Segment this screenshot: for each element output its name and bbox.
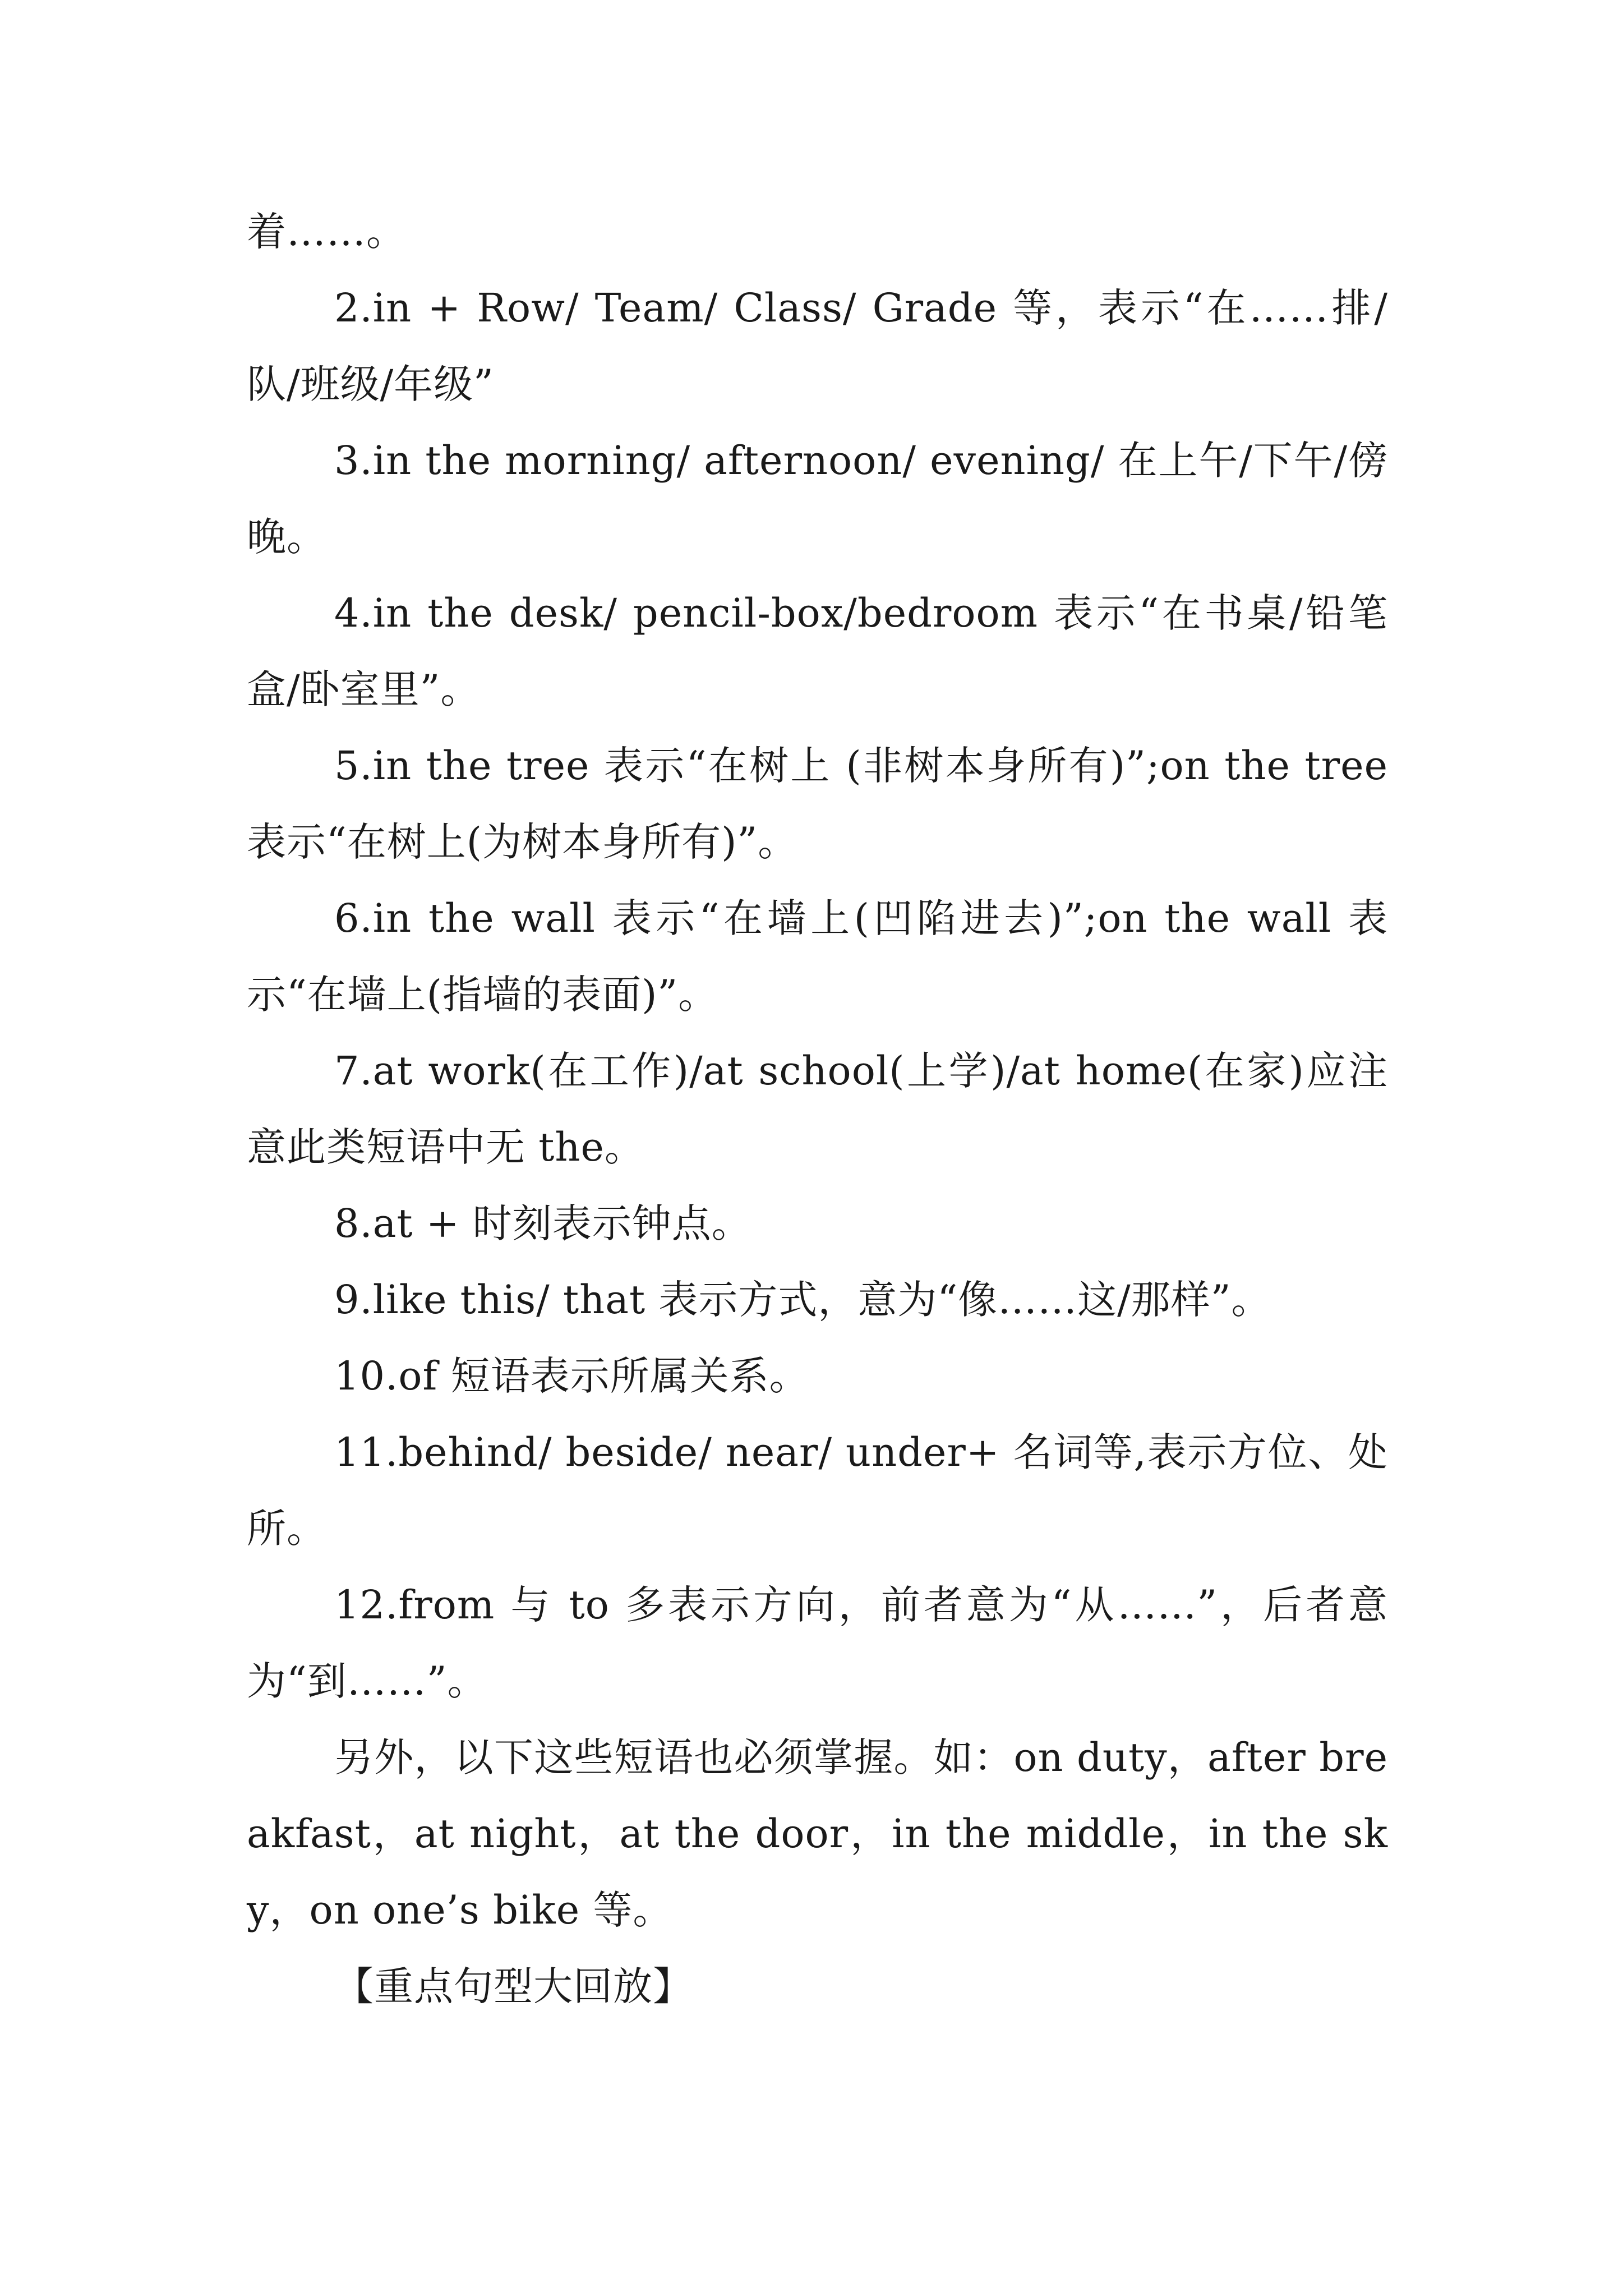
paragraph-item-6: 6.in the wall 表示“在墙上(凹陷进去)”;on the wall 表示“在墙上(指墙的表面)”。 xyxy=(247,895,1388,1018)
paragraph-item-10: 10.of 短语表示所属关系。 xyxy=(334,1353,809,1399)
paragraph-item-2: 2.in + Row/ Team/ Class/ Grade 等，表示“在……排/队/班级/年级” xyxy=(247,285,1388,407)
paragraph-additional-phrases: 另外，以下这些短语也必须掌握。如：on duty，after breakfast，at night，at the door，in the middle，in the sky，on one’s bike 等。 xyxy=(247,1734,1388,1933)
document-body xyxy=(247,194,1388,2024)
paragraph-item-5: 5.in the tree 表示“在树上 (非树本身所有)”;on the tree 表示“在树上(为树本身所有)”。 xyxy=(247,743,1388,865)
paragraph-item-7: 7.at work(在工作)/at school(上学)/at home(在家)应注意此类短语中无 the。 xyxy=(247,1048,1388,1170)
paragraph-item-8: 8.at + 时刻表示钟点。 xyxy=(334,1200,751,1246)
paragraph-continuation: 着……。 xyxy=(247,209,406,255)
paragraph-item-3: 3.in the morning/ afternoon/ evening/ 在上午/下午/傍晚。 xyxy=(247,438,1388,560)
section-heading: 【重点句型大回放】 xyxy=(334,1963,693,2009)
paragraph-item-9: 9.like this/ that 表示方式，意为“像……这/那样”。 xyxy=(334,1277,1271,1323)
paragraph-item-4: 4.in the desk/ pencil-box/bedroom 表示“在书桌/铅笔盒/卧室里”。 xyxy=(247,590,1388,712)
paragraph-item-12: 12.from 与 to 多表示方向，前者意为“从……”，后者意为“到……”。 xyxy=(247,1582,1388,1704)
paragraph-item-11: 11.behind/ beside/ near/ under+ 名词等,表示方位、处所。 xyxy=(247,1429,1388,1552)
